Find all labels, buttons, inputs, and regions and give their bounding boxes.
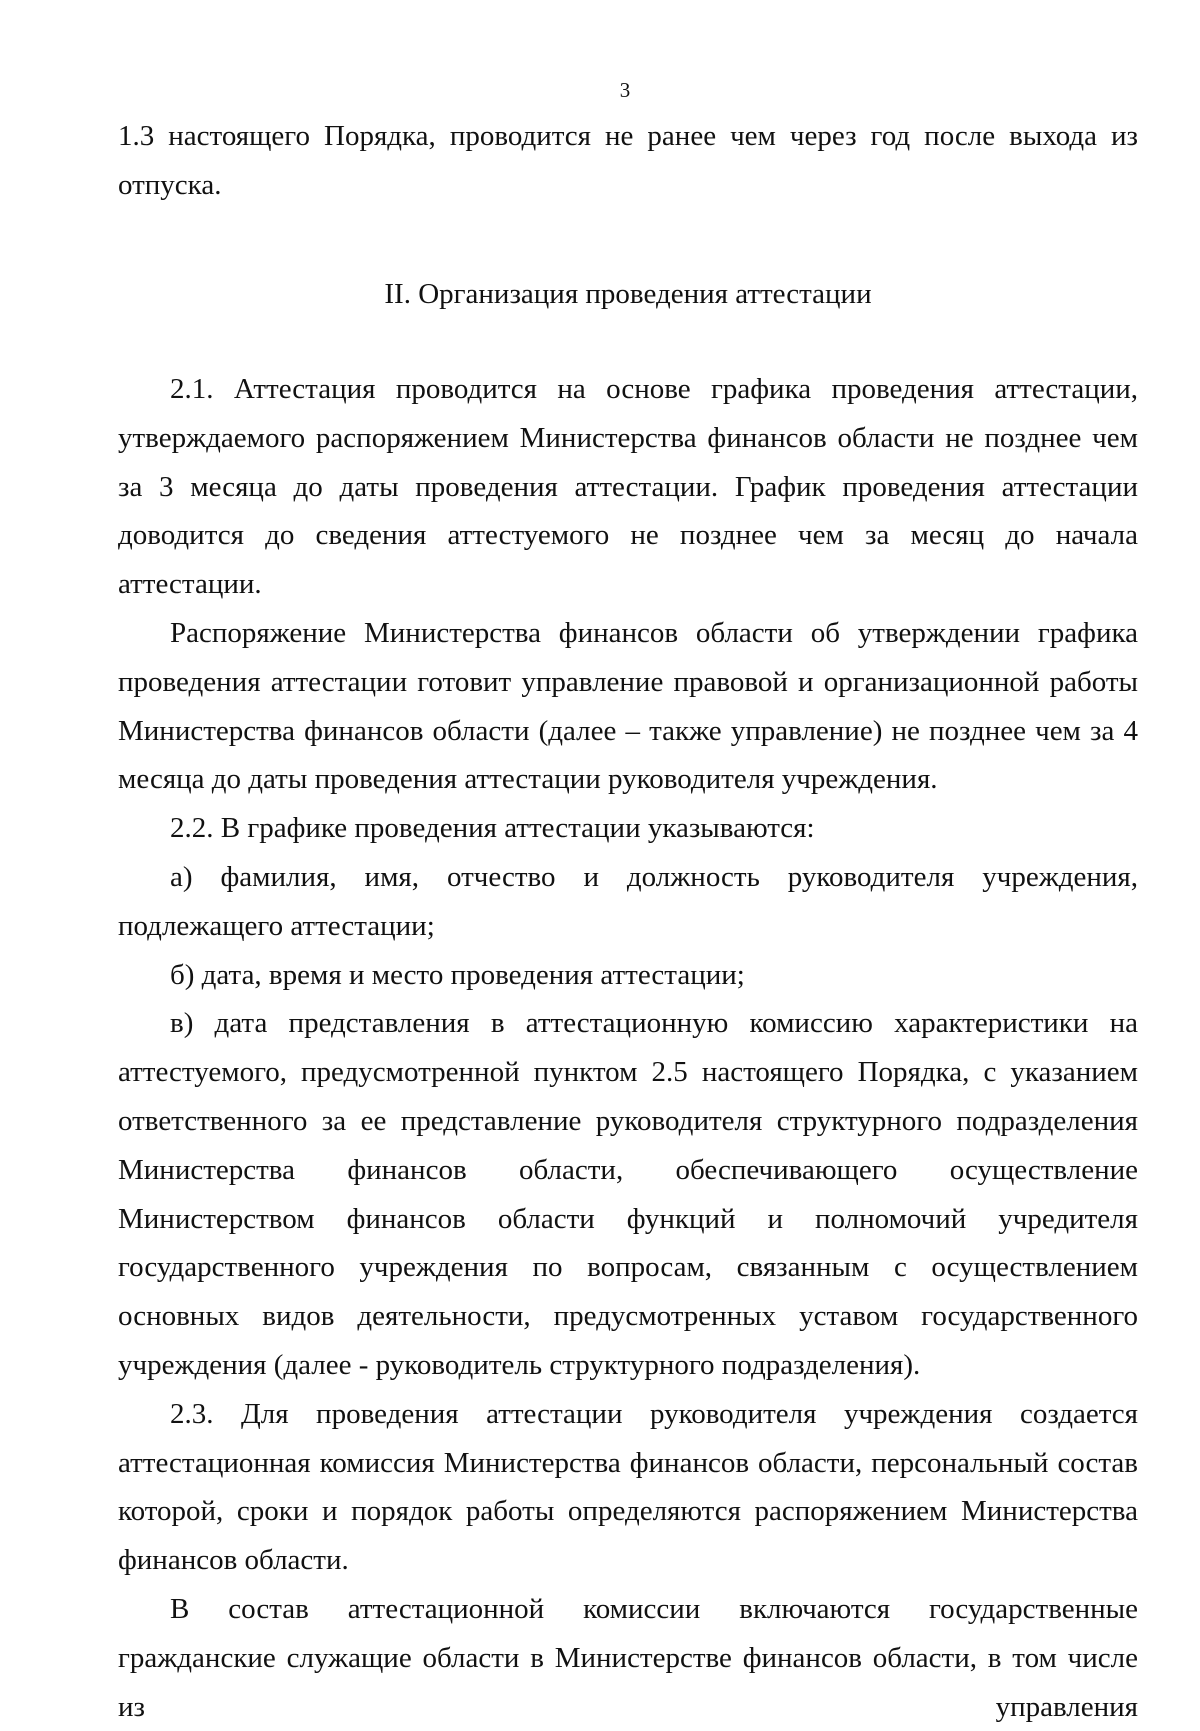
text-block-main [118,365,1138,1731]
section-heading: II. Организация проведения аттестации [384,278,872,310]
page-number: 3 [619,78,631,102]
list-item-a: а) фамилия, имя, отчество и должность руководителя учреждения, подлежащего аттестации; [118,860,1138,942]
list-item-b: б) дата, время и место проведения аттестации; [170,958,745,991]
text-block-intro [118,112,1138,210]
paragraph-2-3: 2.3. Для проведения аттестации руководителя учреждения создается аттестационная комиссия Министерства финансов области, персональный состав которой, сроки и порядок работы определяются распоряжением Министерства финансов области. [118,1397,1138,1577]
continuation-paragraph: 1.3 настоящего Порядка, проводится не ранее чем через год после выхода из отпуска. [118,120,1138,201]
list-item-c: в) дата представления в аттестационную комиссию характеристики на аттестуемого, предусмотренной пунктом 2.5 настоящего Порядка, с указанием ответственного за ее представление руководителя структурного подразделения Министерства финансов области, обеспечивающего осуществление Министерством финансов области функций и полномочий учредителя государственного учреждения по вопросам, связанным с осуществлением основных видов деятельности, предусмотренных уставом государственного учреждения (далее - руководитель структурного подразделения). [118,1007,1138,1381]
paragraph-commission: В состав аттестационной комиссии включаются государственные гражданские служащие области в Министерстве финансов области, в том числе из управления [118,1592,1138,1723]
paragraph-2-1: 2.1. Аттестация проводится на основе графика проведения аттестации, утверждаемого распоряжением Министерства финансов области не позднее чем за 3 месяца до даты проведения аттестации. График проведения аттестации доводится до сведения аттестуемого не позднее чем за месяц до начала аттестации. [118,373,1138,601]
paragraph-2-2: 2.2. В графике проведения аттестации указываются: [170,812,815,845]
paragraph-order: Распоряжение Министерства финансов области об утверждении графика проведения аттестации готовит управление правовой и организационной работы Министерства финансов области (далее – также управление) не позднее чем за 4 месяца до даты проведения аттестации руководителя учреждения. [118,616,1138,796]
